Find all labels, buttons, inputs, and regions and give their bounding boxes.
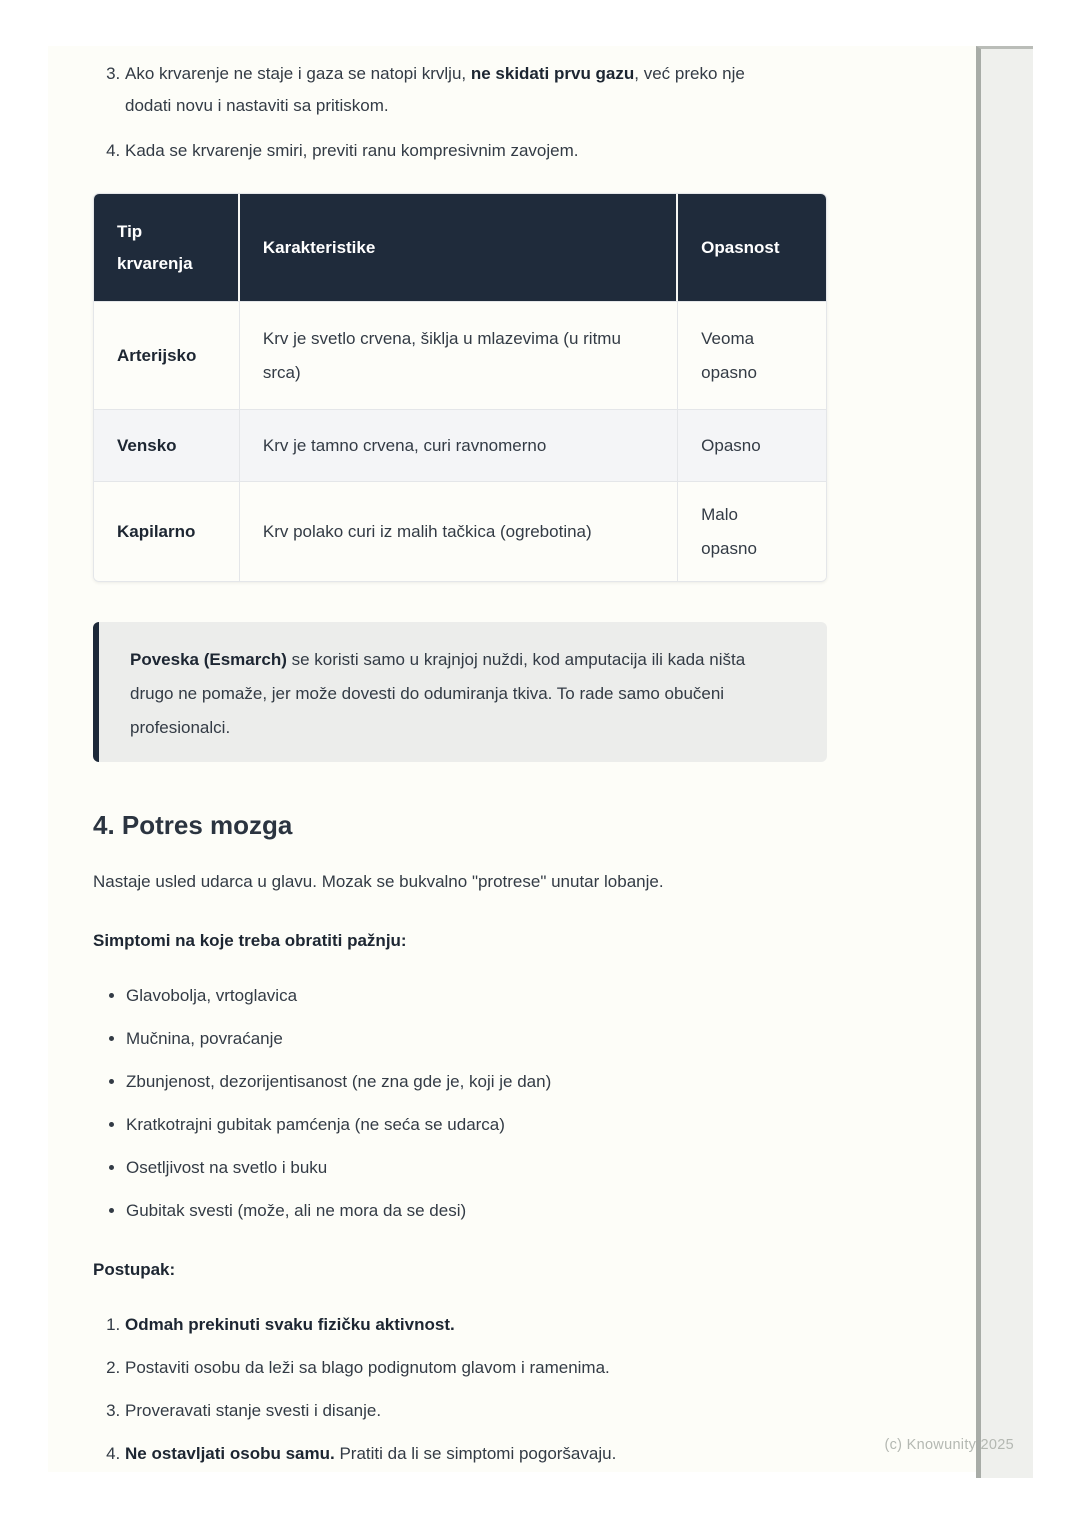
- list-item: • Zbunjenost, dezorijentisanost (ne zna gde je, koji je dan): [126, 1066, 786, 1098]
- page-edge-gutter: [976, 46, 1033, 1478]
- list-item: • Gubitak svesti (može, ali ne mora da se desi): [126, 1195, 786, 1227]
- procedure-label: Postupak:: [93, 1260, 176, 1279]
- document-page: [48, 46, 977, 1472]
- column-header-danger: Opasnost: [678, 194, 826, 301]
- cell-desc: [240, 481, 678, 581]
- list-item: [125, 135, 745, 167]
- list-item: [125, 1352, 785, 1384]
- step-text: , već preko nje dodati novu i nastaviti sa pritiskom.: [125, 64, 745, 115]
- bleeding-types-table: [93, 193, 827, 582]
- section-heading-concussion: 4. Potres mozga: [93, 810, 293, 840]
- list-item: • Kratkotrajni gubitak pamćenja (ne seća se udarca): [126, 1109, 786, 1141]
- list-item: [125, 1395, 785, 1427]
- cell-danger-text: Malo opasno: [701, 504, 757, 558]
- step-text-bold: Odmah prekinuti svaku fizičku aktivnost.: [125, 1315, 455, 1334]
- step-text-bold: Ne ostavljati osobu samu.: [125, 1444, 335, 1463]
- tourniquet-warning-callout: [93, 622, 827, 762]
- cell-type: Vensko: [94, 409, 240, 481]
- copyright-watermark: (c) Knowunity 2025: [884, 1437, 1014, 1453]
- cell-desc-text: Krv je svetlo crvena, šiklja u mlazevima (u ritmu srca): [262, 328, 621, 382]
- cell-danger: [678, 481, 826, 581]
- list-item: [125, 1438, 785, 1470]
- step-text: Kada se krvarenje smiri, previti ranu kompresivnim zavojem.: [125, 141, 579, 160]
- list-item: [125, 1309, 785, 1341]
- column-header-type: Tip krvarenja: [94, 194, 240, 301]
- list-item: • Glavobolja, vrtoglavica: [126, 980, 786, 1012]
- step-text: Proveravati stanje svesti i disanje.: [125, 1401, 382, 1420]
- cell-danger: [678, 301, 826, 409]
- cell-type: Kapilarno: [94, 481, 240, 581]
- callout-text-bold: Poveska (Esmarch): [130, 650, 287, 669]
- step-text: Postaviti osobu da leži sa blago podignutom glavom i ramenima.: [125, 1358, 610, 1377]
- bleeding-steps-list: [93, 58, 833, 167]
- table-row: [94, 481, 826, 581]
- step-text: Ako krvarenje ne staje i gaza se natopi krvlju,: [125, 64, 471, 83]
- callout-text: [130, 643, 792, 745]
- cell-desc: [240, 301, 678, 409]
- column-header-characteristics: Karakteristike: [240, 194, 678, 301]
- cell-desc: [240, 409, 678, 481]
- list-item: [125, 58, 745, 122]
- step-text: Pratiti da li se simptomi pogoršavaju.: [334, 1444, 617, 1463]
- cell-danger-text: Veoma opasno: [701, 328, 757, 382]
- symptoms-list: [93, 980, 833, 1227]
- cell-danger: [678, 409, 826, 481]
- list-item: • Mučnina, povraćanje: [126, 1023, 786, 1055]
- page-content: [48, 46, 833, 1470]
- table-header-row: [94, 194, 826, 301]
- cell-type: Arterijsko: [94, 301, 240, 409]
- symptoms-label: Simptomi na koje treba obratiti pažnju:: [93, 931, 407, 950]
- cell-desc-text: Krv je tamno crvena, curi ravnomerno: [262, 435, 547, 455]
- cell-danger-text: Opasno: [701, 435, 761, 455]
- cell-desc-text: Krv polako curi iz malih tačkica (ogrebotina): [262, 521, 592, 541]
- table-row: [94, 301, 826, 409]
- step-text-bold: ne skidati prvu gazu: [470, 64, 635, 83]
- table-row: [94, 409, 826, 481]
- callout-text-regular: se koristi samo u krajnjoj nuždi, kod amputacija ili kada ništa drugo ne pomaže, jer može dovesti do odumiranja tkiva. To rade samo obučeni profesionalci.: [130, 650, 746, 737]
- procedure-list: [93, 1309, 833, 1470]
- concussion-intro-paragraph: Nastaje usled udarca u glavu. Mozak se bukvalno "protrese" unutar lobanje.: [93, 872, 664, 891]
- list-item: • Osetljivost na svetlo i buku: [126, 1152, 786, 1184]
